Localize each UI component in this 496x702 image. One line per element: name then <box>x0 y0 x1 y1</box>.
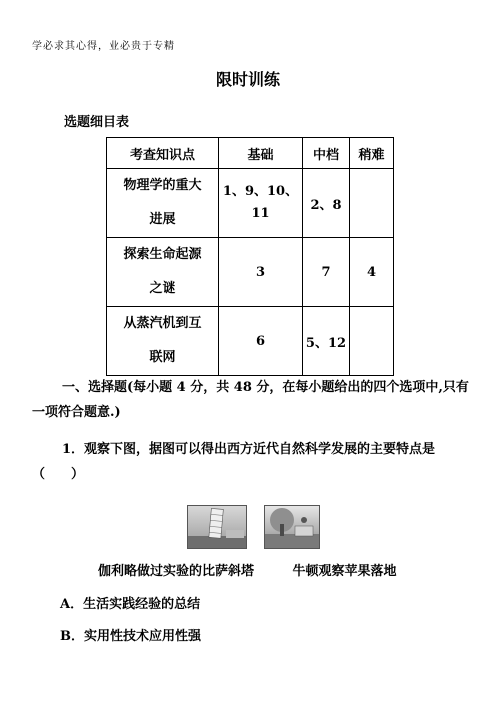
header-note: 学必求其心得，业必贵于专精 <box>32 41 175 52</box>
topic-line: 进展 <box>149 212 176 227</box>
hard-cell: 4 <box>350 238 394 307</box>
page-title: 限时训练 <box>215 70 280 89</box>
newton-apple-photo <box>264 505 320 549</box>
caption-left: 伽利略做过实验的比萨斜塔 <box>98 564 255 579</box>
medium-cell: 7 <box>303 238 350 307</box>
hard-cell <box>350 307 394 376</box>
medium-cell: 5、12 <box>303 307 350 376</box>
image-captions <box>98 560 397 579</box>
table-header-row <box>107 138 394 169</box>
leaning-tower-photo <box>187 505 247 549</box>
option-b: B．实用性技术应用性强 <box>60 629 201 644</box>
header-medium: 中档 <box>303 138 350 169</box>
topic-cell <box>107 307 219 376</box>
topic-line: 联网 <box>149 350 176 365</box>
option-a: A．生活实践经验的总结 <box>60 597 201 612</box>
table-row <box>107 169 394 238</box>
topic-table <box>106 137 394 376</box>
caption-right: 牛顿观察苹果落地 <box>292 564 397 579</box>
hard-cell <box>350 169 394 238</box>
basic-cell: 3 <box>219 238 303 307</box>
topic-line: 物理学的重大 <box>123 178 202 193</box>
header-topic: 考查知识点 <box>107 138 219 169</box>
question-stem: 1．观察下图，据图可以得出西方近代自然科学发展的主要特点是（ ） <box>32 442 436 482</box>
medium-cell: 2、8 <box>303 169 350 238</box>
basic-line: 11 <box>251 206 270 221</box>
basic-line: 1、9、10、 <box>222 184 299 199</box>
topic-line: 之谜 <box>149 281 176 296</box>
header-basic: 基础 <box>219 138 303 169</box>
topic-line: 从蒸汽机到互 <box>123 316 202 331</box>
table-caption: 选题细目表 <box>64 115 130 130</box>
basic-cell <box>219 169 303 238</box>
topic-cell <box>107 238 219 307</box>
table-row <box>107 238 394 307</box>
section-heading: 一、选择题(每小题 4 分，共 48 分，在每小题给出的四个选项中,只有一项符合题意.) <box>32 380 469 420</box>
table-row <box>107 307 394 376</box>
topic-cell <box>107 169 219 238</box>
basic-cell: 6 <box>219 307 303 376</box>
topic-line: 探索生命起源 <box>123 247 202 262</box>
header-hard: 稍难 <box>350 138 394 169</box>
